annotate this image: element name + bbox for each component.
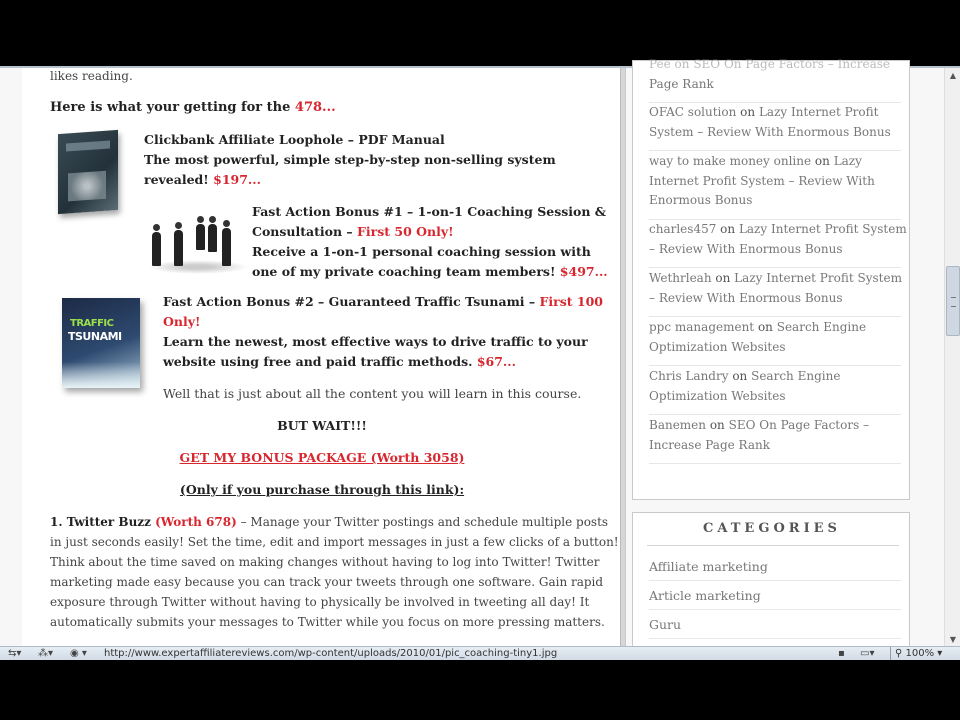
comment-post-link[interactable]: Search Engine: [776, 320, 867, 334]
page-view-icon[interactable]: ▭▾: [860, 648, 875, 659]
limited-offer-label: First 100: [539, 294, 603, 309]
person-figure: [208, 224, 217, 252]
comment-author[interactable]: ppc management: [649, 320, 755, 334]
zoom-icon: ⚲: [895, 648, 906, 659]
product-title: Clickbank Affiliate Loophole – PDF Manual: [144, 132, 445, 147]
ebook-cover-title: [66, 140, 110, 151]
box-label: TSUNAMI: [68, 330, 122, 343]
bonus-desc-line: Think about the time saved on making changes without having to log into Twitter! Twitter: [50, 555, 600, 569]
person-figure: [174, 230, 183, 266]
video-letterbox-bottom: [0, 660, 960, 720]
comment-author[interactable]: Banemen: [649, 418, 707, 432]
course-summary: Well that is just about all the content you will learn in this course.: [163, 386, 582, 401]
comment-post-link[interactable]: Internet Profit System – Review With: [649, 173, 875, 188]
protected-mode-icon[interactable]: ▪: [838, 648, 845, 659]
limited-offer-label: First 50 Only!: [357, 224, 454, 239]
bonus-desc-line: automatically submits your messages to Twitter while you focus on more pressing matters.: [50, 615, 605, 629]
product-desc-line: website using free and paid traffic methods. $67...: [163, 354, 516, 369]
comment-post-link[interactable]: Lazy Internet Profit: [758, 105, 879, 119]
zoom-value: 100%: [905, 648, 935, 659]
comment-post-link[interactable]: System – Review With Enormous Bonus: [649, 124, 891, 139]
recent-comments-widget: [632, 57, 910, 500]
category-link[interactable]: Guru: [649, 617, 901, 639]
ebook-cover-art: [68, 171, 106, 202]
product-traffic-tsunami: [163, 292, 613, 372]
recent-comment-item[interactable]: Pee on SEO On Page Factors – Increase Page Rank: [649, 55, 901, 103]
people-shadow: [148, 260, 248, 274]
article-content: [22, 68, 620, 648]
ebook-cover-image: [58, 130, 118, 214]
coaching-people-image: [148, 206, 248, 274]
bonus-package-link[interactable]: GET MY BONUS PACKAGE (Worth 3058): [179, 450, 465, 465]
product-title: Fast Action Bonus #2 – Guaranteed Traffic Tsunami – First 100: [163, 294, 603, 309]
purchase-note: (Only if you purchase through this link):: [179, 482, 465, 497]
person-figure: [196, 224, 205, 250]
comment-post-link[interactable]: – Review With Enormous Bonus: [649, 241, 843, 256]
offer-total-price: 478...: [294, 100, 336, 115]
comment-author[interactable]: Chris Landry: [649, 369, 729, 383]
comment-post-link[interactable]: Lazy Internet Profit System: [734, 271, 902, 285]
scroll-down-arrow-icon[interactable]: ▼: [949, 635, 957, 644]
category-link[interactable]: Article marketing: [649, 588, 901, 610]
offer-heading-text: Here is what your getting for the: [50, 100, 295, 115]
status-url: http://www.expertaffiliatereviews.com/wp-content/uploads/2010/01/pic_coaching-tiny1.jpg: [104, 648, 558, 659]
recent-comment-item[interactable]: way to make money online on Lazy Internet Profit System – Review With Enormous Bonus: [649, 152, 901, 220]
product-desc-line: The most powerful, simple step-by-step non-selling system: [144, 152, 556, 167]
zoom-level-control[interactable]: [890, 647, 958, 660]
product-desc-line: Receive a 1-on-1 personal coaching session with: [252, 244, 591, 259]
comment-author[interactable]: OFAC solution: [649, 105, 737, 119]
recent-comment-item[interactable]: Wethrleah on Lazy Internet Profit System – Review With Enormous Bonus: [649, 269, 901, 317]
box-label: TRAFFIC: [70, 318, 114, 329]
vertical-scrollbar[interactable]: [944, 68, 960, 648]
comment-author[interactable]: way to make money online: [649, 154, 812, 168]
bonus-twitter-buzz: [50, 512, 620, 632]
product-price: $197...: [213, 172, 261, 187]
bonus-desc-line: in just seconds easily! Set the time, edit and import messages in just a few clicks of a button!: [50, 535, 619, 549]
bonus-worth: (Worth 678): [155, 515, 237, 529]
back-forward-icon[interactable]: ⇆▾: [8, 648, 22, 659]
categories-rule: [647, 545, 899, 546]
product-desc-line: one of my private coaching team members! $497...: [252, 264, 608, 279]
bonus-title: 1. Twitter Buzz: [50, 515, 156, 529]
recent-comment-item[interactable]: Banemen on SEO On Page Factors – Increase Page Rank: [649, 416, 901, 464]
comment-post-link[interactable]: Increase Page Rank: [649, 437, 771, 452]
box-wave-art: [62, 362, 140, 388]
browser-status-bar: [0, 646, 960, 660]
product-title: Fast Action Bonus #1 – 1-on-1 Coaching Session &: [252, 204, 607, 219]
network-icon[interactable]: ⁂▾: [38, 648, 54, 659]
recent-comment-item[interactable]: ppc management on Search Engine Optimization Websites: [649, 318, 901, 366]
comment-author[interactable]: Wethrleah: [649, 271, 712, 285]
comment-post-link[interactable]: – Review With Enormous Bonus: [649, 290, 843, 305]
but-wait-heading: BUT WAIT!!!: [277, 418, 367, 433]
bonus-desc-line: – Manage your Twitter postings and schedule multiple posts: [236, 515, 609, 529]
page-left-margin: [0, 68, 23, 648]
product-clickbank-loophole: [144, 130, 604, 190]
scroll-thumb[interactable]: [946, 266, 960, 336]
security-icon[interactable]: ◉ ▾: [70, 648, 87, 659]
offer-heading: [50, 98, 336, 118]
comment-post-link[interactable]: Search Engine: [751, 369, 841, 383]
comment-post-link[interactable]: Lazy: [833, 154, 862, 168]
product-title-cont: Consultation – First 50 Only!: [252, 224, 454, 239]
category-link[interactable]: Affiliate marketing: [649, 559, 901, 581]
product-desc-line: Learn the newest, most effective ways to drive traffic to your: [163, 334, 588, 349]
product-price: $497...: [559, 264, 608, 279]
person-figure: [222, 228, 231, 266]
comment-post-link[interactable]: Optimization Websites: [649, 388, 786, 403]
scroll-up-arrow-icon[interactable]: ▲: [949, 71, 957, 80]
product-coaching-bonus: [252, 202, 612, 282]
bonus-package-row: [22, 448, 622, 468]
product-desc-line: revealed! $197...: [144, 172, 261, 187]
comment-post-link[interactable]: Optimization Websites: [649, 339, 786, 354]
recent-comment-item[interactable]: OFAC solution on Lazy Internet Profit System – Review With Enormous Bonus: [649, 103, 901, 151]
zoom-dropdown-icon[interactable]: ▾: [934, 648, 943, 659]
sidebar: [626, 57, 944, 648]
product-price: $67...: [476, 354, 516, 369]
comment-post-link[interactable]: Lazy Internet Profit System: [738, 222, 907, 236]
bonus-desc-line: exposure through Twitter without having to physically be involved in tweeting all day! It: [50, 595, 590, 609]
comment-author[interactable]: charles457: [649, 222, 717, 236]
categories-title: CATEGORIES: [703, 521, 841, 536]
person-figure: [152, 232, 161, 266]
comment-post-link[interactable]: SEO On Page Factors –: [728, 418, 870, 432]
intro-tail-text: likes reading.: [50, 69, 133, 83]
traffic-tsunami-box-image: [62, 298, 140, 388]
browser-viewport: [0, 57, 960, 648]
grip-icon: [951, 297, 956, 307]
limited-offer-label-cont: Only!: [163, 314, 201, 329]
recent-comment-item[interactable]: charles457 on Lazy Internet Profit System – Review With Enormous Bonus: [649, 220, 901, 268]
recent-comment-item[interactable]: Chris Landry on Search Engine Optimization Websites: [649, 367, 901, 415]
comment-post-link[interactable]: Enormous Bonus: [649, 193, 753, 207]
bonus-desc-line: marketing made easy because you can track your tweets through one software. Gain rapid: [50, 575, 604, 589]
